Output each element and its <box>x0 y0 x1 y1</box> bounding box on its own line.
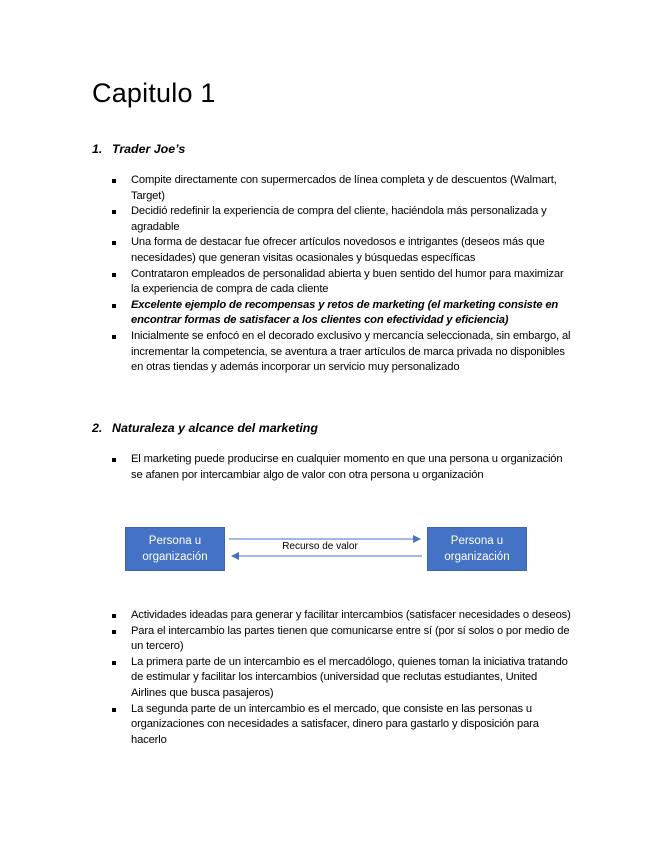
list-item <box>112 624 572 655</box>
bullet-list-2 <box>112 452 572 483</box>
bullet-marker <box>112 210 116 214</box>
bullet-list-3 <box>112 608 572 748</box>
list-item-text: Excelente ejemplo de recompensas y retos de marketing (el marketing consiste en encontrar formas de satisfacer a los clientes con efectividad y eficiencia) <box>131 298 559 327</box>
list-item <box>112 608 572 624</box>
list-item-text: Una forma de destacar fue ofrecer artículos novedosos e intrigantes (deseos más que necesidades) que generan visitas ocasionales y búsquedas específicas <box>131 236 545 264</box>
list-item <box>112 173 572 204</box>
list-item-text: Inicialmente se enfocó en el decorado exclusivo y mercancía seleccionada, sin embargo, al incrementar la competencia, se aventura a traer artículos de marca privada no disponibles en otras tiendas y además incorporar un servicio muy personalizado <box>131 329 571 374</box>
bullet-marker <box>112 273 116 277</box>
bullet-marker <box>112 458 116 462</box>
list-item-text: La primera parte de un intercambio es el mercadólogo, quienes toman la iniciativa tratando de estimular y facilitar los intercambios (universidad que reclutas estudiantes, United Airlines que busca pasajeros) <box>131 655 568 699</box>
bullet-marker <box>112 335 116 339</box>
section-title: Trader Joe’s <box>112 142 186 156</box>
bullet-marker <box>112 708 116 712</box>
diagram-box-right: Persona u organización <box>427 527 527 571</box>
section-heading-1 <box>92 142 185 156</box>
section-title: Naturaleza y alcance del marketing <box>112 421 318 435</box>
list-item <box>112 452 572 483</box>
list-item <box>112 329 572 376</box>
arrow-label: Recurso de valor <box>282 541 358 552</box>
list-item <box>112 655 572 702</box>
section-heading-2 <box>92 421 318 435</box>
bullet-marker <box>112 661 116 665</box>
diagram-box-left: Persona u organización <box>125 527 225 571</box>
list-item <box>112 702 572 749</box>
list-item <box>112 235 572 266</box>
list-item-text: La segunda parte de un intercambio es el mercado, que consiste en las personas u organizaciones con necesidades a satisfacer, dinero para gastarlo y disposición para hacerlo <box>131 702 539 746</box>
list-item-text: Actividades ideadas para generar y facilitar intercambios (satisfacer necesidades o deseos) <box>131 609 571 621</box>
list-item <box>112 267 572 298</box>
list-item-text: Para el intercambio las partes tienen que comunicarse entre sí (por sí solos o por medio de un tercero) <box>131 624 570 653</box>
bullet-list-1 <box>112 173 572 376</box>
section-number: 1. <box>92 142 103 156</box>
bullet-marker <box>112 630 116 634</box>
list-item-text: Decidió redefinir la experiencia de compra del cliente, haciéndola más personalizada y agradable <box>131 205 547 233</box>
list-item-text: Contrataron empleados de personalidad abierta y buen sentido del humor para maximizar la experiencia de compra de cada cliente <box>131 267 564 296</box>
bullet-marker <box>112 614 116 618</box>
page-title: Capitulo 1 <box>92 78 216 108</box>
list-item-text: El marketing puede producirse en cualquier momento en que una persona u organización se afanen por intercambiar algo de valor con otra persona u organización <box>131 453 563 481</box>
list-item <box>112 204 572 235</box>
section-number: 2. <box>92 421 103 435</box>
bullet-marker <box>112 241 116 245</box>
bullet-marker <box>112 304 116 308</box>
list-item-emphasis <box>112 298 572 329</box>
bullet-marker <box>112 179 116 183</box>
list-item-text: Compite directamente con supermercados de línea completa y de descuentos (Walmart, Target) <box>131 174 557 202</box>
